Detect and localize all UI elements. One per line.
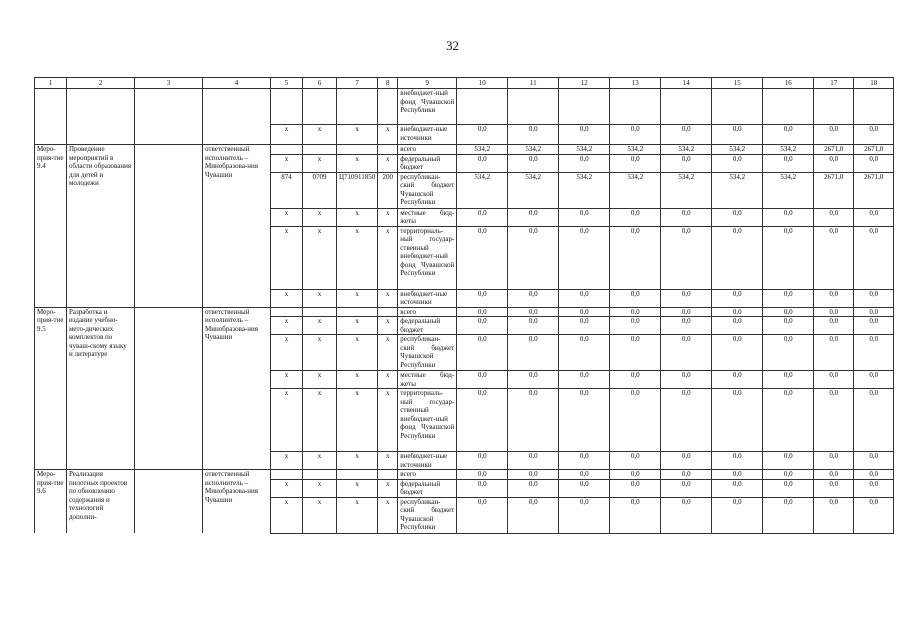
value-cell: 0,0: [763, 307, 814, 317]
budget-table: [34, 77, 894, 534]
c7-cell: [337, 307, 378, 317]
value-cell: 0,0: [854, 479, 894, 497]
c6-cell: [303, 145, 337, 155]
value-cell: 0,0: [661, 317, 712, 335]
value-cell: 0,0: [457, 154, 508, 172]
c6-cell: x: [303, 125, 337, 145]
value-cell: 0,0: [814, 208, 854, 226]
value-cell: 534,2: [559, 172, 610, 208]
c5-cell: x: [271, 289, 303, 307]
value-cell: 0,0: [559, 289, 610, 307]
value-cell: 0,0: [610, 226, 661, 289]
value-cell: 0,0: [457, 335, 508, 371]
value-cell: 0,0: [854, 497, 894, 533]
value-cell: 0,0: [854, 470, 894, 480]
value-cell: 534,2: [559, 145, 610, 155]
value-cell: 0,0: [610, 470, 661, 480]
code-cell: [35, 89, 67, 145]
value-cell: 0,0: [712, 479, 763, 497]
header-cell: 4: [203, 78, 271, 89]
col3-cell: [135, 89, 203, 145]
value-cell: 0,0: [854, 335, 894, 371]
value-cell: 0,0: [661, 371, 712, 389]
source-cell: всего: [398, 145, 457, 155]
source-cell: территориаль-ный государ-ственный внебюджет-ный фонд Чувашской Республики: [398, 389, 457, 452]
value-cell: 0,0: [814, 452, 854, 470]
c6-cell: x: [303, 208, 337, 226]
header-cell: 2: [67, 78, 135, 89]
value-cell: 0,0: [661, 208, 712, 226]
source-cell: всего: [398, 307, 457, 317]
value-cell: 534,2: [508, 172, 559, 208]
value-cell: 0,0: [559, 452, 610, 470]
value-cell: 0,0: [763, 479, 814, 497]
source-cell: республикан-ский бюджет Чувашской Республики: [398, 335, 457, 371]
value-cell: 534,2: [712, 172, 763, 208]
c8-cell: x: [378, 154, 398, 172]
value-cell: 0,0: [559, 317, 610, 335]
source-cell: внебюджет-ный фонд Чувашской Республики: [398, 89, 457, 125]
value-cell: 534,2: [610, 145, 661, 155]
c5-cell: x: [271, 154, 303, 172]
value-cell: 0,0: [712, 335, 763, 371]
value-cell: 0,0: [610, 389, 661, 452]
value-cell: 0,0: [763, 154, 814, 172]
value-cell: 0,0: [508, 335, 559, 371]
value-cell: 0,0: [508, 289, 559, 307]
value-cell: 0,0: [457, 289, 508, 307]
value-cell: 534,2: [457, 145, 508, 155]
value-cell: 0,0: [712, 208, 763, 226]
value-cell: 0,0: [508, 208, 559, 226]
value-cell: 0,0: [508, 154, 559, 172]
c8-cell: [378, 145, 398, 155]
value-cell: 0,0: [712, 389, 763, 452]
c7-cell: x: [337, 497, 378, 533]
header-row: [35, 78, 894, 89]
value-cell: 0,0: [661, 154, 712, 172]
value-cell: 0,0: [559, 307, 610, 317]
c8-cell: x: [378, 335, 398, 371]
header-cell: 7: [337, 78, 378, 89]
value-cell: 0,0: [763, 208, 814, 226]
value-cell: 0,0: [559, 226, 610, 289]
source-cell: местные бюд-жеты: [398, 371, 457, 389]
c6-cell: x: [303, 497, 337, 533]
value-cell: 0,0: [763, 470, 814, 480]
c6-cell: x: [303, 479, 337, 497]
value-cell: 0,0: [712, 470, 763, 480]
header-cell: 18: [854, 78, 894, 89]
name-cell: Проведение мероприятий в области образования для детей и молодежи: [67, 145, 135, 308]
header-cell: 8: [378, 78, 398, 89]
c7-cell: [337, 89, 378, 125]
c7-cell: x: [337, 208, 378, 226]
source-cell: внебюджет-ные источники: [398, 452, 457, 470]
value-cell: 0,0: [457, 208, 508, 226]
value-cell: 0,0: [814, 307, 854, 317]
value-cell: 0,0: [508, 497, 559, 533]
value-cell: 0,0: [763, 497, 814, 533]
name-cell: Реализация пилотных проектов по обновлению содержания и технологий дополни-: [67, 470, 135, 534]
col3-cell: [135, 145, 203, 308]
value-cell: 2671,0: [854, 145, 894, 155]
value-cell: 0,0: [559, 208, 610, 226]
value-cell: 0,0: [661, 452, 712, 470]
value-cell: 0,0: [661, 289, 712, 307]
c6-cell: 0709: [303, 172, 337, 208]
value-cell: 0,0: [814, 479, 854, 497]
value-cell: 0,0: [661, 307, 712, 317]
value-cell: 0,0: [712, 307, 763, 317]
value-cell: 0,0: [814, 470, 854, 480]
source-cell: республикан-ский бюджет Чувашской Республики: [398, 172, 457, 208]
code-cell: Меро-прия-тие 9.5: [35, 307, 67, 470]
value-cell: 0,0: [661, 479, 712, 497]
value-cell: 0,0: [661, 389, 712, 452]
c6-cell: [303, 470, 337, 480]
c7-cell: Ц710911850: [337, 172, 378, 208]
value-cell: 0,0: [814, 154, 854, 172]
value-cell: 0,0: [712, 226, 763, 289]
c6-cell: x: [303, 317, 337, 335]
value-cell: 0,0: [661, 335, 712, 371]
value-cell: 0,0: [457, 226, 508, 289]
c7-cell: x: [337, 389, 378, 452]
value-cell: 0,0: [457, 479, 508, 497]
value-cell: 0,0: [508, 470, 559, 480]
c7-cell: x: [337, 125, 378, 145]
value-cell: 0,0: [559, 335, 610, 371]
value-cell: 0,0: [661, 125, 712, 145]
value-cell: 0,0: [712, 497, 763, 533]
value-cell: 0,0: [457, 470, 508, 480]
value-cell: 0,0: [508, 389, 559, 452]
value-cell: 0,0: [508, 125, 559, 145]
value-cell: 534,2: [763, 145, 814, 155]
source-cell: всего: [398, 470, 457, 480]
header-cell: 9: [398, 78, 457, 89]
value-cell: 0,0: [559, 479, 610, 497]
c6-cell: x: [303, 289, 337, 307]
header-cell: 6: [303, 78, 337, 89]
value-cell: 0,0: [763, 371, 814, 389]
header-cell: 3: [135, 78, 203, 89]
value-cell: 0,0: [457, 125, 508, 145]
value-cell: 0,0: [814, 335, 854, 371]
table-row: [35, 307, 894, 317]
resp-cell: ответственный исполнитель – Минобразова-ния Чувашии: [203, 145, 271, 308]
c6-cell: x: [303, 154, 337, 172]
c7-cell: [337, 145, 378, 155]
source-cell: республикан-ский бюджет Чувашской Республики: [398, 497, 457, 533]
c5-cell: x: [271, 226, 303, 289]
header-cell: 12: [559, 78, 610, 89]
value-cell: 0,0: [508, 479, 559, 497]
value-cell: 0,0: [712, 125, 763, 145]
col3-cell: [135, 470, 203, 534]
value-cell: 0,0: [610, 452, 661, 470]
value-cell: 0,0: [559, 154, 610, 172]
c5-cell: x: [271, 452, 303, 470]
value-cell: 0,0: [854, 208, 894, 226]
value-cell: 0,0: [508, 371, 559, 389]
header-cell: 16: [763, 78, 814, 89]
value-cell: 0,0: [457, 452, 508, 470]
c5-cell: 874: [271, 172, 303, 208]
c8-cell: x: [378, 371, 398, 389]
value-cell: 0,0: [559, 371, 610, 389]
value-cell: 534,2: [661, 145, 712, 155]
value-cell: 0,0: [814, 226, 854, 289]
value-cell: 0,0: [763, 452, 814, 470]
value-cell: 0,0: [763, 389, 814, 452]
value-cell: 534,2: [508, 145, 559, 155]
source-cell: территориаль-ный государ-ственный внебюджет-ный фонд Чувашской Республики: [398, 226, 457, 289]
value-cell: 0,0: [610, 289, 661, 307]
value-cell: 0,0: [661, 497, 712, 533]
c8-cell: [378, 307, 398, 317]
c5-cell: x: [271, 335, 303, 371]
value-cell: 0,0: [854, 125, 894, 145]
c7-cell: x: [337, 452, 378, 470]
value-cell: 0,0: [661, 226, 712, 289]
value-cell: 0,0: [814, 389, 854, 452]
value-cell: 2671,0: [814, 172, 854, 208]
c7-cell: x: [337, 289, 378, 307]
c7-cell: x: [337, 317, 378, 335]
c5-cell: [271, 307, 303, 317]
value-cell: 0,0: [763, 289, 814, 307]
value-cell: 0,0: [712, 371, 763, 389]
c7-cell: x: [337, 335, 378, 371]
value-cell: 0,0: [814, 289, 854, 307]
c8-cell: x: [378, 497, 398, 533]
c6-cell: x: [303, 226, 337, 289]
resp-cell: ответственный исполнитель – Минобразова-ния Чувашии: [203, 470, 271, 534]
value-cell: 0,0: [854, 307, 894, 317]
c7-cell: x: [337, 479, 378, 497]
value-cell: 0,0: [610, 371, 661, 389]
value-cell: 2671,0: [854, 172, 894, 208]
c8-cell: 200: [378, 172, 398, 208]
value-cell: 0,0: [559, 470, 610, 480]
value-cell: 0,0: [610, 154, 661, 172]
value-cell: 0,0: [508, 317, 559, 335]
value-cell: 0,0: [814, 497, 854, 533]
table-row: [35, 89, 894, 125]
source-cell: внебюджет-ные источники: [398, 289, 457, 307]
c5-cell: [271, 145, 303, 155]
value-cell: 0,0: [457, 497, 508, 533]
table-row: [35, 470, 894, 480]
value-cell: 0,0: [610, 497, 661, 533]
c8-cell: x: [378, 289, 398, 307]
name-cell: [67, 89, 135, 145]
value-cell: 0,0: [763, 335, 814, 371]
value-cell: 0,0: [814, 317, 854, 335]
page-number: 32: [446, 38, 459, 53]
source-cell: федеральный бюджет: [398, 154, 457, 172]
c5-cell: x: [271, 479, 303, 497]
resp-cell: ответственный исполнитель – Минобразова-ния Чувашии: [203, 307, 271, 470]
c6-cell: x: [303, 335, 337, 371]
value-cell: 0,0: [814, 125, 854, 145]
value-cell: 0,0: [457, 371, 508, 389]
value-cell: 0,0: [457, 317, 508, 335]
c5-cell: x: [271, 125, 303, 145]
value-cell: 0,0: [559, 389, 610, 452]
c8-cell: x: [378, 208, 398, 226]
value-cell: 0,0: [610, 307, 661, 317]
value-cell: 0,0: [854, 226, 894, 289]
code-cell: Меро-прия-тие 9.4: [35, 145, 67, 308]
c8-cell: x: [378, 479, 398, 497]
value-cell: 534,2: [457, 172, 508, 208]
header-cell: 1: [35, 78, 67, 89]
value-cell: 0,0: [712, 154, 763, 172]
resp-cell: [203, 89, 271, 145]
c5-cell: x: [271, 497, 303, 533]
c8-cell: [378, 470, 398, 480]
c6-cell: x: [303, 371, 337, 389]
value-cell: 0,0: [712, 317, 763, 335]
value-cell: 0,0: [763, 226, 814, 289]
c6-cell: [303, 307, 337, 317]
value-cell: 0,0: [559, 125, 610, 145]
c8-cell: x: [378, 389, 398, 452]
value-cell: 0,0: [559, 497, 610, 533]
source-cell: внебюджет-ные источники: [398, 125, 457, 145]
c7-cell: x: [337, 371, 378, 389]
value-cell: 0,0: [854, 154, 894, 172]
value-cell: 0,0: [610, 479, 661, 497]
source-cell: федеральный бюджет: [398, 317, 457, 335]
c5-cell: [271, 89, 303, 125]
value-cell: 534,2: [763, 172, 814, 208]
c5-cell: x: [271, 371, 303, 389]
value-cell: 0,0: [508, 307, 559, 317]
table-row: [35, 145, 894, 155]
c7-cell: x: [337, 226, 378, 289]
c6-cell: [303, 89, 337, 125]
c5-cell: [271, 470, 303, 480]
value-cell: 0,0: [610, 208, 661, 226]
c6-cell: x: [303, 452, 337, 470]
value-cell: 534,2: [610, 172, 661, 208]
c8-cell: x: [378, 125, 398, 145]
c7-cell: [337, 470, 378, 480]
value-cell: 0,0: [854, 389, 894, 452]
value-cell: 534,2: [712, 145, 763, 155]
value-cell: 534,2: [661, 172, 712, 208]
c6-cell: x: [303, 389, 337, 452]
value-cell: 0,0: [854, 452, 894, 470]
value-cell: 0,0: [610, 125, 661, 145]
value-cell: 0,0: [457, 389, 508, 452]
name-cell: Разработка и издание учебно-мето-дических комплектов по чуваш-скому языку и литературе: [67, 307, 135, 470]
header-cell: 10: [457, 78, 508, 89]
header-cell: 15: [712, 78, 763, 89]
value-cell: 0,0: [508, 452, 559, 470]
c8-cell: x: [378, 317, 398, 335]
value-cell: 0,0: [610, 317, 661, 335]
value-cell: 2671,0: [814, 145, 854, 155]
value-cell: 0,0: [763, 125, 814, 145]
c5-cell: x: [271, 317, 303, 335]
value-cell: 0,0: [508, 226, 559, 289]
value-cell: 0,0: [457, 307, 508, 317]
c5-cell: x: [271, 389, 303, 452]
c8-cell: [378, 89, 398, 125]
c7-cell: x: [337, 154, 378, 172]
value-cell: 0,0: [854, 371, 894, 389]
header-cell: 13: [610, 78, 661, 89]
c8-cell: x: [378, 452, 398, 470]
value-cell: 0,0: [712, 289, 763, 307]
header-cell: 17: [814, 78, 854, 89]
source-cell: федеральный бюджет: [398, 479, 457, 497]
c5-cell: x: [271, 208, 303, 226]
header-cell: 5: [271, 78, 303, 89]
value-cell: 0,0: [854, 317, 894, 335]
value-cell: 0,0: [814, 371, 854, 389]
code-cell: Меро-прия-тие 9.6: [35, 470, 67, 534]
header-cell: 14: [661, 78, 712, 89]
value-cell: 0,0: [854, 289, 894, 307]
value-cell: 0,0: [712, 452, 763, 470]
value-cell: 0,0: [610, 335, 661, 371]
value-cell: 0,0: [763, 317, 814, 335]
c8-cell: x: [378, 226, 398, 289]
header-cell: 11: [508, 78, 559, 89]
value-cell: 0,0: [661, 470, 712, 480]
source-cell: местные бюд-жеты: [398, 208, 457, 226]
col3-cell: [135, 307, 203, 470]
